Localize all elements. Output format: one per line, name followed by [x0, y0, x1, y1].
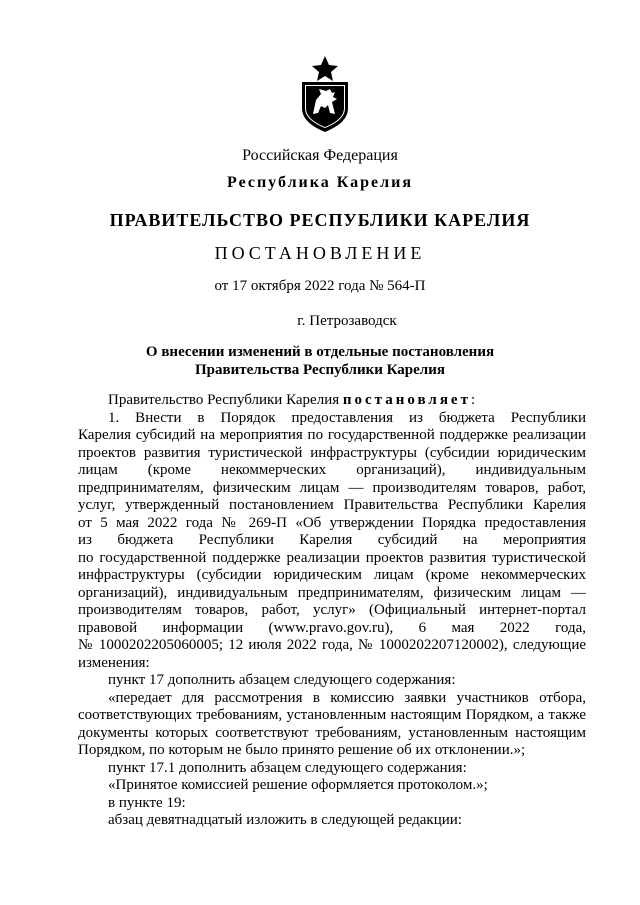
subject-line-2: Правительства Республики Карелия — [195, 362, 445, 378]
point-17-quote — [78, 690, 586, 760]
region-name: Республика Карелия — [227, 174, 413, 191]
document-subject — [0, 343, 640, 379]
item-1-line: правовой информации (www.pravo.gov.ru), 6 мая 2022 года, — [78, 619, 586, 636]
document-type: ПОСТАНОВЛЕНИЕ — [214, 243, 426, 263]
item-1 — [78, 410, 586, 673]
item-1-line: проектов развития туристической инфраструктуры (субсидии юридическим — [78, 444, 586, 461]
item-1-line: 1. Внести в Порядок предоставления из бюджета Республики — [108, 409, 586, 426]
country-name: Российская Федерация — [242, 147, 398, 164]
point-17-1-intro: пункт 17.1 дополнить абзацем следующего содержания: — [108, 759, 467, 776]
point-17-1-quote: «Принятое комиссией решение оформляется протоколом.»; — [108, 777, 488, 793]
item-1-line: по государственной поддержке реализации проектов развития туристической — [78, 549, 586, 566]
item-1-line: № 1000202205060005; 12 июля 2022 года, № 1000202207120002), следующие — [78, 637, 586, 653]
item-1-line: организаций), индивидуальным предпринимателям, физическим лицам — — [78, 584, 586, 601]
quote-line: соответствующих требованиям, установленным настоящим Порядком, а также — [78, 707, 586, 723]
document-city: г. Петрозаводск — [297, 313, 397, 329]
item-1-line: предпринимателям, физическим лицам — производителям товаров, работ, — [78, 479, 586, 496]
decree-verb: постановляет — [342, 392, 471, 408]
item-1-line: из бюджета Республики Карелия субсидий на мероприятия — [78, 532, 586, 548]
subject-line-1: О внесении изменений в отдельные постановления — [145, 344, 495, 360]
item-1-line: лицам (кроме некоммерческих организаций), индивидуальным — [78, 462, 586, 478]
item-1-line: производителям товаров, работ, услуг» (Официальный интернет-портал — [78, 602, 586, 618]
point-17-intro: пункт 17 дополнить абзацем следующего содержания: — [108, 672, 456, 688]
item-1-line: инфраструктуры (субсидии юридическим лицам (кроме некоммерческих — [78, 567, 586, 583]
coat-of-arms-icon — [299, 56, 351, 132]
quote-line: Порядком, по которым не было принято решение об их отклонении.»; — [78, 742, 526, 758]
item-1-line: изменения: — [78, 654, 150, 671]
document-body — [78, 392, 586, 830]
item-1-line: Карелия субсидий на мероприятия по государственной поддержке реализации — [78, 427, 586, 443]
quote-line: документы которых соответствуют требованиям, установленным настоящим — [78, 724, 586, 741]
quote-line: «передает для рассмотрения в комиссию заявки участников отбора, — [108, 689, 586, 706]
issuing-authority: ПРАВИТЕЛЬСТВО РЕСПУБЛИКИ КАРЕЛИЯ — [109, 210, 531, 230]
item-1-line: услуг, утвержденный постановлением Правительства Республики Карелия — [78, 497, 586, 513]
point-19-paragraph: абзац девятнадцатый изложить в следующей редакции: — [108, 812, 462, 828]
point-19-intro: в пункте 19: — [108, 794, 186, 811]
decree-clause: Правительство Республики Карелия постановляет: — [108, 392, 476, 408]
item-1-line: от 5 мая 2022 года № 269-П «Об утверждении Порядка предоставления — [78, 514, 586, 531]
document-date-number: от 17 октября 2022 года № 564-П — [214, 278, 426, 294]
